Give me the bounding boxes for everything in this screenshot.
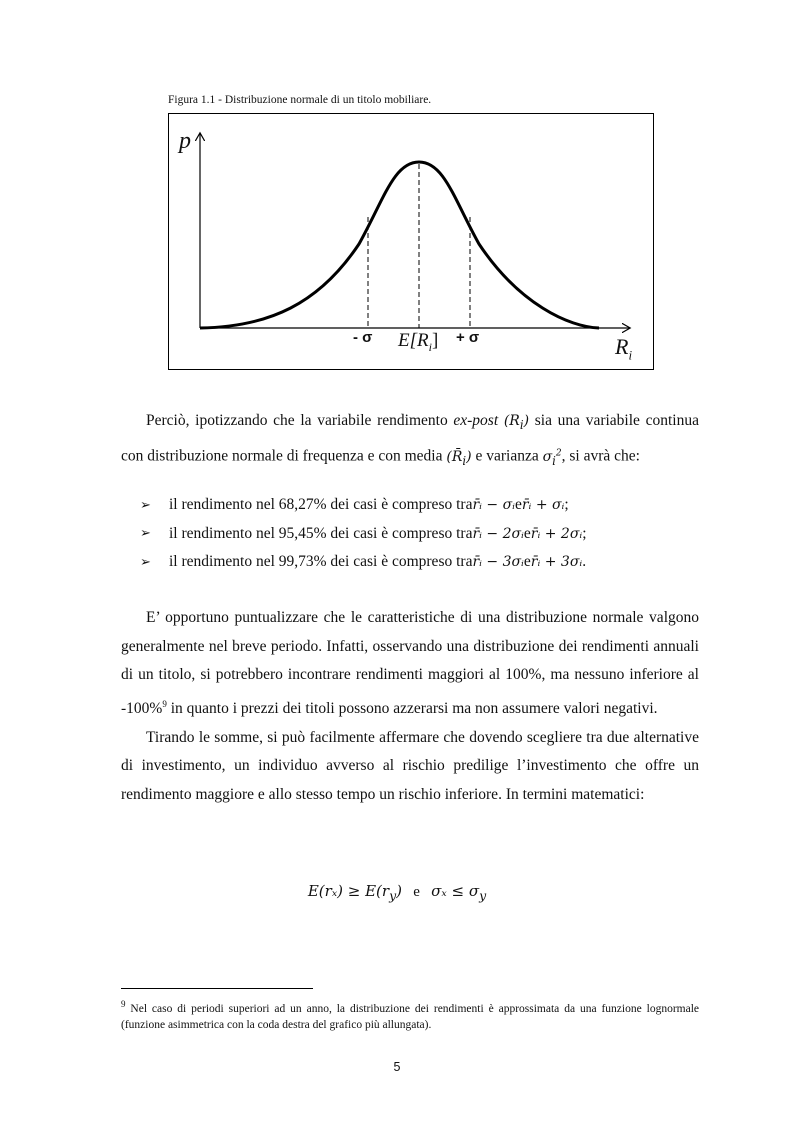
x-axis-label: $R_i$: [615, 334, 633, 363]
paragraph-intro: Perciò, ipotizzando che la variabile rendimento ex-post $(R_i)$ sia una variabile continua con distribuzione normale di frequenza e con media $(R̄_i)$ e varianza $\sigma_i^2$, si avrà che:: [121, 412, 699, 468]
footnote-ref: 9: [162, 698, 167, 709]
footnote-divider: [121, 988, 313, 989]
arrow-bullet-icon: ➢: [140, 554, 151, 570]
tick-expected-return: $E[R_i]$: [398, 330, 439, 354]
normal-distribution-figure: [168, 113, 654, 370]
bullet-list: [140, 491, 700, 577]
tick-minus-sigma: - σ: [353, 329, 373, 346]
arrow-bullet-icon: ➢: [140, 497, 151, 513]
bell-curve: [200, 162, 599, 328]
list-item: ➢ il rendimento nel 68,27% dei casi è compreso tra r̄ᵢ − σᵢ e r̄ᵢ + σᵢ ;: [140, 496, 569, 514]
figure-caption: Figura 1.1 - Distribuzione normale di un titolo mobiliare.: [168, 94, 432, 106]
list-item: ➢ il rendimento nel 95,45% dei casi è compreso tra r̄ᵢ − 2σᵢ e r̄ᵢ + 2σᵢ ;: [140, 524, 587, 542]
footnote: $^9$ Nel caso di periodi superiori ad un anno, la distribuzione dei rendimenti è approssimata da una funzione lognormale (funzione asimmetrica con la coda destra del grafico più allungata).: [121, 999, 699, 1031]
page-number: 5: [393, 1060, 401, 1074]
arrow-bullet-icon: ➢: [140, 526, 151, 542]
y-axis-label: p: [179, 128, 191, 154]
list-item: ➢ il rendimento nel 99,73% dei casi è compreso tra r̄ᵢ − 3σᵢ e r̄ᵢ + 3σᵢ .: [140, 553, 587, 571]
tick-plus-sigma: + σ: [456, 329, 480, 346]
paragraph-conclusion: Tirando le somme, si può facilmente affermare che dovendo scegliere tra due alternative di investimento, un individuo avverso al rischio predilige l’investimento che offre un rendimento maggiore e allo stesso tempo un rischio inferiore. In termini matematici:: [121, 728, 699, 803]
formula: $E(r_x) \ge E(r_y)$ e $\sigma_x \le \sigma_y$: [307, 882, 487, 903]
paragraph-normal-distribution: E’ opportuno puntualizzare che le caratteristiche di una distribuzione normale valgono generalmente nel breve periodo. Infatti, osservando una distribuzione dei rendimenti annuali di un titolo, si potrebbero incontrare rendimenti maggiori al 100%, ma nessuno inferiore al -100%$^9$ in quanto i prezzi dei titoli possono azzerarsi ma non assumere valori negativi. Tirando le somme, si può facilmente affermare che dovendo scegliere tra due alternative di investimento, un individuo avverso al rischio predilige l’investimento che offre un rendimento maggiore e allo stesso tempo un rischio inferiore. In termini matematici:: [121, 604, 699, 809]
